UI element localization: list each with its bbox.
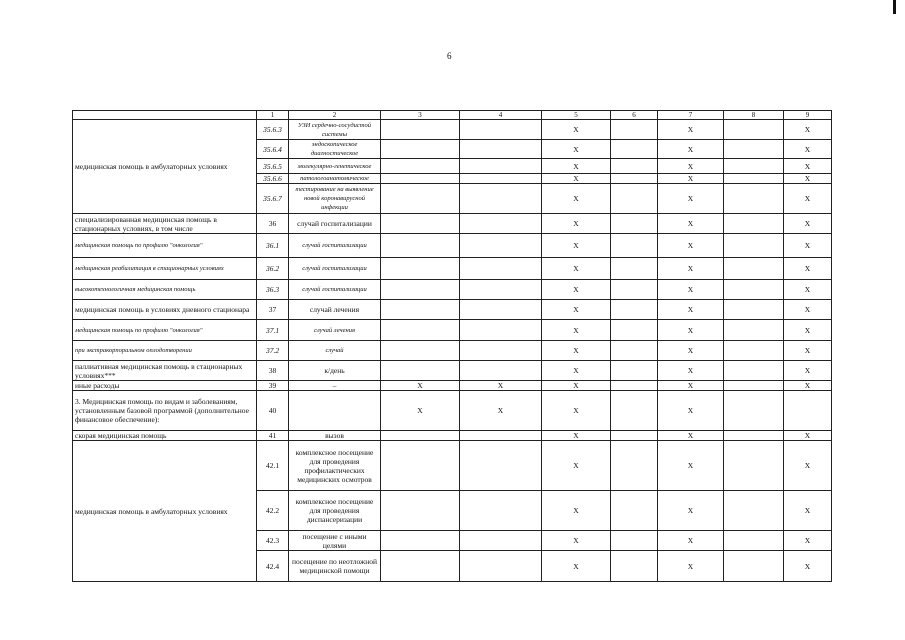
value-cell — [611, 140, 658, 159]
table-row — [73, 300, 832, 320]
value-cell: X — [542, 159, 611, 174]
value-cell — [611, 258, 658, 280]
table-row — [73, 120, 832, 140]
row-unit: посещение с иными целями — [289, 531, 381, 551]
row-name: медицинская помощь в амбулаторных условиях — [73, 120, 257, 214]
row-code: 35.6.4 — [257, 140, 289, 159]
column-number: 1 — [257, 111, 289, 120]
row-unit: посещение по неотложной медицинской помощи — [289, 551, 381, 582]
value-cell: X — [542, 491, 611, 531]
value-cell — [460, 300, 542, 320]
value-cell: X — [784, 300, 832, 320]
value-cell — [724, 234, 784, 258]
value-cell — [724, 551, 784, 582]
value-cell — [381, 531, 460, 551]
value-cell: X — [784, 531, 832, 551]
row-code: 36 — [257, 214, 289, 234]
value-cell: X — [784, 341, 832, 361]
value-cell — [611, 184, 658, 214]
table-row — [73, 258, 832, 280]
value-cell — [611, 120, 658, 140]
value-cell — [724, 120, 784, 140]
table-row — [73, 320, 832, 341]
row-name: 3. Медицинская помощь по видам и заболеваниям, установленным базовой программой (дополнительное финансовое обеспечение): — [73, 391, 257, 431]
table-row — [73, 441, 832, 491]
value-cell: X — [784, 431, 832, 441]
row-code: 35.6.5 — [257, 159, 289, 174]
value-cell — [460, 491, 542, 531]
value-cell: X — [542, 320, 611, 341]
value-cell: X — [542, 441, 611, 491]
value-cell: X — [658, 214, 724, 234]
value-cell — [381, 361, 460, 381]
row-name: при экстракорпоральном оплодотворении — [73, 341, 257, 361]
table-row — [73, 391, 832, 431]
value-cell — [611, 300, 658, 320]
table-row — [73, 234, 832, 258]
value-cell — [381, 258, 460, 280]
value-cell — [381, 341, 460, 361]
value-cell: X — [542, 214, 611, 234]
row-name: медицинская помощь по профилю "онкология" — [73, 320, 257, 341]
value-cell — [460, 361, 542, 381]
row-unit: патологоанатомическое — [289, 174, 381, 184]
value-cell: X — [658, 184, 724, 214]
row-code: 37.1 — [257, 320, 289, 341]
row-code: 42.4 — [257, 551, 289, 582]
value-cell: X — [542, 234, 611, 258]
row-unit: случай госпитализации — [289, 280, 381, 300]
value-cell: X — [658, 258, 724, 280]
row-name: медицинская реабилитация в стационарных условиях — [73, 258, 257, 280]
value-cell: X — [658, 234, 724, 258]
value-cell — [460, 184, 542, 214]
column-number: 9 — [784, 111, 832, 120]
row-name: паллиативная медицинская помощь в стационарных условиях*** — [73, 361, 257, 381]
value-cell: X — [784, 491, 832, 531]
value-cell: X — [784, 140, 832, 159]
row-unit: комплексное посещение для проведения диспансеризации — [289, 491, 381, 531]
row-unit: случай госпитализации — [289, 234, 381, 258]
value-cell — [381, 234, 460, 258]
value-cell — [460, 258, 542, 280]
value-cell — [460, 174, 542, 184]
value-cell — [381, 120, 460, 140]
value-cell: X — [460, 381, 542, 391]
value-cell: X — [658, 140, 724, 159]
value-cell: X — [542, 391, 611, 431]
page-number: 6 — [447, 51, 452, 61]
table-row — [73, 361, 832, 381]
row-name: скорая медицинская помощь — [73, 431, 257, 441]
row-name: медицинская помощь в амбулаторных условиях — [73, 441, 257, 582]
value-cell — [724, 531, 784, 551]
value-cell — [611, 531, 658, 551]
value-cell — [460, 234, 542, 258]
row-unit: вызов — [289, 431, 381, 441]
value-cell: X — [784, 184, 832, 214]
column-number-row — [73, 111, 832, 120]
value-cell — [724, 258, 784, 280]
value-cell: X — [784, 551, 832, 582]
scan-edge-mark — [893, 0, 896, 14]
value-cell: X — [542, 280, 611, 300]
value-cell — [784, 391, 832, 431]
table-row — [73, 214, 832, 234]
value-cell: X — [658, 120, 724, 140]
table-row — [73, 381, 832, 391]
value-cell: X — [542, 300, 611, 320]
value-cell: X — [658, 551, 724, 582]
column-number: 5 — [542, 111, 611, 120]
value-cell: X — [784, 258, 832, 280]
value-cell — [611, 159, 658, 174]
value-cell — [381, 491, 460, 531]
value-cell — [724, 361, 784, 381]
row-code: 40 — [257, 391, 289, 431]
value-cell: X — [658, 441, 724, 491]
value-cell — [381, 431, 460, 441]
value-cell — [460, 159, 542, 174]
value-cell: X — [542, 341, 611, 361]
row-unit: тестирование на выявление новой коронавирусной инфекции — [289, 184, 381, 214]
value-cell — [611, 341, 658, 361]
value-cell — [724, 341, 784, 361]
row-code: 35.6.6 — [257, 174, 289, 184]
value-cell — [381, 159, 460, 174]
value-cell — [381, 551, 460, 582]
value-cell — [460, 214, 542, 234]
table-row — [73, 431, 832, 441]
value-cell: X — [784, 320, 832, 341]
value-cell — [611, 320, 658, 341]
value-cell — [381, 214, 460, 234]
row-code: 41 — [257, 431, 289, 441]
value-cell — [460, 120, 542, 140]
table-row — [73, 341, 832, 361]
value-cell — [611, 361, 658, 381]
value-cell — [611, 214, 658, 234]
row-code: 36.1 — [257, 234, 289, 258]
value-cell — [724, 441, 784, 491]
value-cell: X — [784, 381, 832, 391]
value-cell — [460, 280, 542, 300]
value-cell — [611, 391, 658, 431]
value-cell — [611, 551, 658, 582]
value-cell: X — [658, 280, 724, 300]
value-cell: X — [658, 491, 724, 531]
value-cell: X — [784, 361, 832, 381]
value-cell: X — [658, 391, 724, 431]
value-cell: X — [542, 140, 611, 159]
value-cell: X — [542, 381, 611, 391]
value-cell: X — [381, 391, 460, 431]
column-number: 6 — [611, 111, 658, 120]
value-cell — [724, 381, 784, 391]
row-code: 38 — [257, 361, 289, 381]
value-cell — [724, 320, 784, 341]
value-cell — [611, 174, 658, 184]
value-cell — [381, 140, 460, 159]
value-cell: X — [784, 280, 832, 300]
value-cell — [724, 159, 784, 174]
row-unit: к/день — [289, 361, 381, 381]
table-row — [73, 280, 832, 300]
value-cell: X — [460, 391, 542, 431]
value-cell — [724, 140, 784, 159]
value-cell — [381, 300, 460, 320]
value-cell: X — [784, 159, 832, 174]
value-cell — [381, 320, 460, 341]
value-cell — [460, 320, 542, 341]
value-cell: X — [658, 320, 724, 341]
value-cell: X — [542, 258, 611, 280]
row-unit: случай госпитализации — [289, 258, 381, 280]
row-code: 37 — [257, 300, 289, 320]
expense-table — [72, 110, 832, 582]
row-code: 42.1 — [257, 441, 289, 491]
value-cell: X — [658, 381, 724, 391]
row-code: 36.3 — [257, 280, 289, 300]
value-cell — [460, 341, 542, 361]
column-number: 4 — [460, 111, 542, 120]
value-cell — [611, 234, 658, 258]
row-unit: случай лечения — [289, 320, 381, 341]
row-code: 42.2 — [257, 491, 289, 531]
value-cell: X — [784, 120, 832, 140]
value-cell: X — [542, 174, 611, 184]
value-cell — [460, 531, 542, 551]
value-cell: X — [658, 300, 724, 320]
row-code: 39 — [257, 381, 289, 391]
column-number: 2 — [289, 111, 381, 120]
column-number: 3 — [381, 111, 460, 120]
row-name: медицинская помощь в условиях дневного стационара — [73, 300, 257, 320]
row-name: высокотехнологичная медицинская помощь — [73, 280, 257, 300]
value-cell — [724, 300, 784, 320]
row-unit: комплексное посещение для проведения профилактических медицинских осмотров — [289, 441, 381, 491]
value-cell — [724, 391, 784, 431]
value-cell — [381, 280, 460, 300]
row-code: 37.2 — [257, 341, 289, 361]
row-unit: молекулярно-генетическое — [289, 159, 381, 174]
value-cell: X — [542, 431, 611, 441]
value-cell: X — [658, 361, 724, 381]
value-cell: X — [381, 381, 460, 391]
value-cell: X — [542, 361, 611, 381]
value-cell — [724, 174, 784, 184]
row-name: специализированная медицинская помощь в стационарных условиях, в том числе — [73, 214, 257, 234]
row-unit: случай госпитализации — [289, 214, 381, 234]
value-cell — [724, 214, 784, 234]
value-cell: X — [784, 214, 832, 234]
value-cell: X — [658, 174, 724, 184]
value-cell — [724, 491, 784, 531]
value-cell — [724, 280, 784, 300]
row-code: 36.2 — [257, 258, 289, 280]
value-cell — [460, 431, 542, 441]
header-blank — [73, 111, 257, 120]
value-cell — [381, 184, 460, 214]
value-cell — [611, 381, 658, 391]
row-unit: – — [289, 381, 381, 391]
value-cell — [381, 441, 460, 491]
value-cell — [611, 441, 658, 491]
value-cell — [381, 174, 460, 184]
value-cell: X — [658, 531, 724, 551]
value-cell — [611, 280, 658, 300]
row-code: 35.6.3 — [257, 120, 289, 140]
value-cell: X — [784, 441, 832, 491]
column-number: 8 — [724, 111, 784, 120]
row-unit: случай — [289, 341, 381, 361]
row-name: медицинская помощь по профилю "онкология" — [73, 234, 257, 258]
value-cell — [611, 491, 658, 531]
row-unit: случай лечения — [289, 300, 381, 320]
row-name: иные расходы — [73, 381, 257, 391]
row-unit: УЗИ сердечно-сосудистой системы — [289, 120, 381, 140]
value-cell: X — [658, 341, 724, 361]
value-cell: X — [542, 120, 611, 140]
row-code: 35.6.7 — [257, 184, 289, 214]
value-cell: X — [658, 431, 724, 441]
value-cell: X — [542, 531, 611, 551]
value-cell: X — [658, 159, 724, 174]
value-cell — [724, 431, 784, 441]
value-cell: X — [784, 174, 832, 184]
value-cell: X — [542, 184, 611, 214]
row-unit: эндоскопическое диагностическое — [289, 140, 381, 159]
column-number: 7 — [658, 111, 724, 120]
value-cell: X — [784, 234, 832, 258]
value-cell — [460, 441, 542, 491]
value-cell — [611, 431, 658, 441]
value-cell — [460, 551, 542, 582]
value-cell: X — [542, 551, 611, 582]
value-cell — [724, 184, 784, 214]
row-unit — [289, 391, 381, 431]
value-cell — [460, 140, 542, 159]
row-code: 42.3 — [257, 531, 289, 551]
